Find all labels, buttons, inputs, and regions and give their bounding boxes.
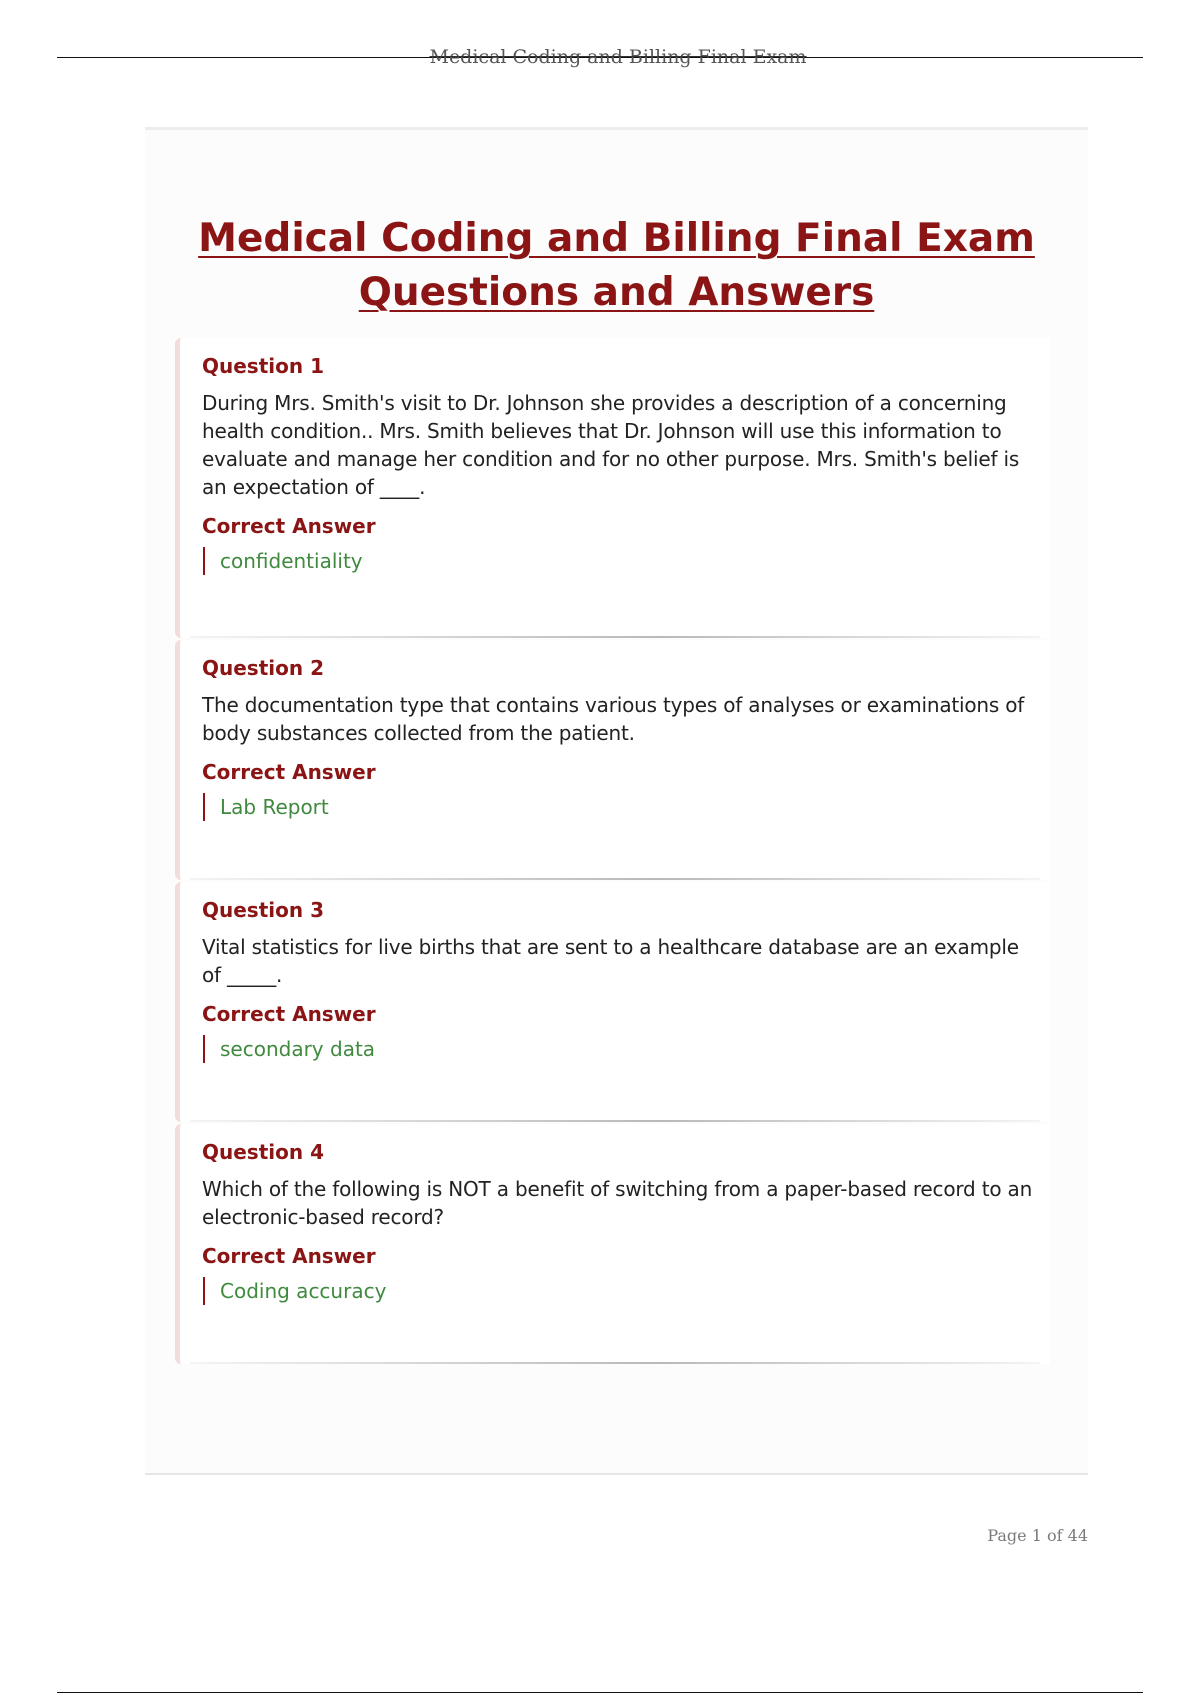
document-title <box>145 212 1088 320</box>
document-title-line-2: Questions and Answers <box>358 270 875 315</box>
question-text: During Mrs. Smith's visit to Dr. Johnson she provides a description of a concerning health condition.. Mrs. Smith believes that Dr. Johnson will use this information to evaluate and manage her condition and for no other purpose. Mrs. Smith's belief is an expectation of ____. <box>202 391 1020 499</box>
answer-label: Correct Answer <box>202 514 376 538</box>
footer-rule <box>57 1692 1143 1693</box>
running-header-title: Medical Coding and Billing Final Exam <box>429 46 807 68</box>
question-label: Question 4 <box>202 1140 324 1164</box>
answer-label: Correct Answer <box>202 1002 376 1026</box>
question-card-1 <box>175 338 1050 638</box>
question-label: Question 2 <box>202 656 324 680</box>
answer-text: Coding accuracy <box>203 1277 1040 1305</box>
question-card-2 <box>175 640 1050 880</box>
question-label: Question 3 <box>202 898 324 922</box>
document-title-line-1: Medical Coding and Billing Final Exam <box>198 216 1035 261</box>
answer-text: Lab Report <box>203 793 1040 821</box>
answer-text: confidentiality <box>203 547 1040 575</box>
question-card-3 <box>175 882 1050 1122</box>
page-indicator: Page 1 of 44 <box>987 1526 1088 1545</box>
answer-label: Correct Answer <box>202 1244 376 1268</box>
question-text: Vital statistics for live births that are sent to a healthcare database are an example of _____. <box>202 935 1019 987</box>
question-label: Question 1 <box>202 354 324 378</box>
answer-text: secondary data <box>203 1035 1040 1063</box>
question-list <box>175 338 1050 1366</box>
document-page <box>145 127 1088 1475</box>
question-card-4 <box>175 1124 1050 1364</box>
question-text: Which of the following is NOT a benefit of switching from a paper-based record to an electronic-based record? <box>202 1177 1033 1229</box>
question-text: The documentation type that contains various types of analyses or examinations of body substances collected from the patient. <box>202 693 1025 745</box>
answer-label: Correct Answer <box>202 760 376 784</box>
